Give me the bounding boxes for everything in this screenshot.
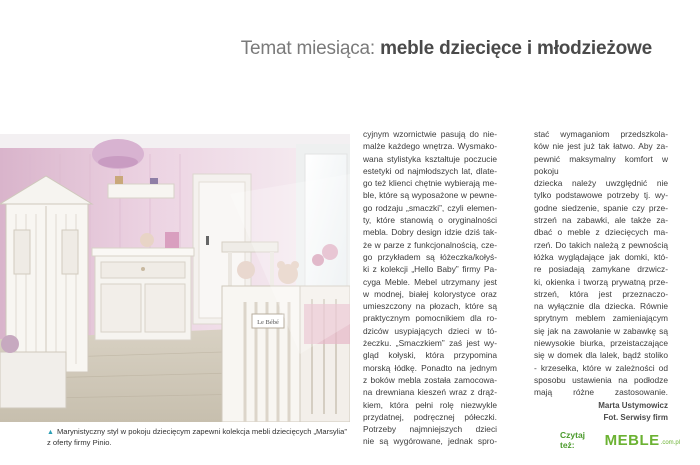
caption-triangle-icon: ▲ — [47, 429, 54, 436]
title-strong: meble dziecięce i młodzieżowe — [380, 38, 652, 59]
text-line: gląd kołyski, która przypomina — [363, 350, 497, 361]
caption-text: Marynistyczny styl w pokoju dziecięcym zapewni kolekcja mebli dziecięcych „Marsylia” z oferty firmy Pinio. — [47, 427, 347, 447]
text-line: cyga Meble. Mebel utrzymany jest — [363, 276, 497, 287]
text-line: estetyki od najmłodszych lat, dlate- — [363, 165, 497, 176]
text-line: stać wymaganiom przedszkola- — [534, 129, 668, 139]
text-line: ty, które stanowią o oryginalności — [363, 215, 497, 226]
nursery-photo — [0, 134, 350, 422]
text-line: przydatnej, podręcznej półeczki. — [363, 411, 497, 422]
title-lead: Temat miesiąca: — [240, 38, 375, 59]
read-more[interactable] — [560, 430, 680, 450]
text-line: się jak na zawołanie w zabawkę są — [534, 325, 668, 336]
text-line: rzeń. Do takich należą z pewnością — [534, 239, 668, 250]
text-line: dbać o meble z dziecięcych ma- — [534, 227, 668, 238]
text-line: praktycznym pomocnikiem dla ro- — [363, 313, 497, 324]
text-line: strzeń, która jest przeznaczo- — [534, 288, 668, 299]
author-name: Marta Ustymowicz — [598, 401, 668, 410]
text-line: morską łódkę. Ponadto na jednym — [363, 362, 497, 373]
text-line: malże każdego wnętrza. Wysmako- — [363, 141, 497, 152]
text-line: go też klienci chętnie wybierają me- — [363, 178, 497, 189]
text-line: godne siedzenie, spanie czy prze- — [534, 202, 668, 213]
text-line: żeczku. „Smaczkiem” zaś jest wy- — [363, 338, 497, 349]
text-line: go rodzaju „smaczki”, czyli elemen- — [363, 202, 497, 213]
text-line: umieszczony na płozach, które są — [363, 301, 497, 312]
article-column-2 — [534, 128, 668, 399]
text-line: Potrzeby najmniejszych dzieci — [363, 424, 497, 435]
photo-caption — [47, 427, 347, 448]
text-line: pewnić maksymalny komfort w pokoju — [534, 153, 668, 176]
nursery-illustration — [0, 134, 350, 422]
text-line: dziecka należy uwzględnić nie — [534, 178, 668, 189]
text-line: że w parze z funkcjonalnością, cze- — [363, 239, 497, 250]
text-line: sposobu ustawienia na podłodze — [534, 374, 668, 385]
text-line: cyjnym wzornictwie pasują do nie- — [363, 129, 497, 139]
text-line: mebla. Dobry design idzie dziś tak- — [363, 227, 497, 238]
read-more-label: Czytaj też: — [560, 430, 586, 450]
article-column-1 — [363, 128, 497, 448]
text-line: kiem, która pełni rolę niezwykle — [363, 399, 497, 410]
text-line: na wyłącznie dla dziecka. Równie — [534, 301, 668, 312]
text-line: wana stylistyka kształtuje poczucie — [363, 153, 497, 164]
text-line: niewysokie biurka, przeistaczające — [534, 338, 668, 349]
text-line: re posiadają zamykane drzwicz- — [534, 264, 668, 275]
text-line: łóżka wyglądające jak domki, któ- — [534, 251, 668, 262]
text-line: ki, okienka i tworzą prywatną prze- — [534, 276, 668, 287]
text-line: ków nie jest już tak łatwo. Aby za- — [534, 141, 668, 152]
page-title — [0, 38, 652, 60]
text-line: sprytnym meblem zamieniającym — [534, 313, 668, 324]
meble-logo[interactable] — [605, 432, 680, 449]
text-line: strzeń na zabawki, ale także za- — [534, 215, 668, 226]
text-line: ble, które są wyposażone w pewne- — [363, 190, 497, 201]
logo-domain-text: .com.pl — [660, 439, 680, 446]
text-line: mają różne zastosowanie. — [534, 387, 668, 398]
text-line: - krzesełka, które w zależności od — [534, 362, 668, 373]
crib-plaque-text: Le Bébé — [257, 319, 279, 326]
text-line: z boków mebla została zamocowa- — [363, 374, 497, 385]
text-line: dziców usypiających dzieci w tó- — [363, 325, 497, 336]
text-line: go przykładem są łóżeczka/kołyś- — [363, 251, 497, 262]
text-line: się w domek dla lalek, bądź stoliko — [534, 350, 668, 361]
text-line: tylko podstawowe potrzeby tj. wy- — [534, 190, 668, 201]
text-line: w modnej, białej kolorystyce oraz — [363, 288, 497, 299]
text-line: na drewniana kieszeń wraz z drąż- — [363, 387, 497, 398]
photo-credit: Fot. Serwisy firm — [603, 413, 668, 422]
logo-main-text: MEBLE — [604, 431, 660, 449]
text-line: ki z kolekcji „Hello Baby” firmy Pa- — [363, 264, 497, 275]
text-line: nie są wygórowane, jednak spro- — [363, 436, 497, 447]
